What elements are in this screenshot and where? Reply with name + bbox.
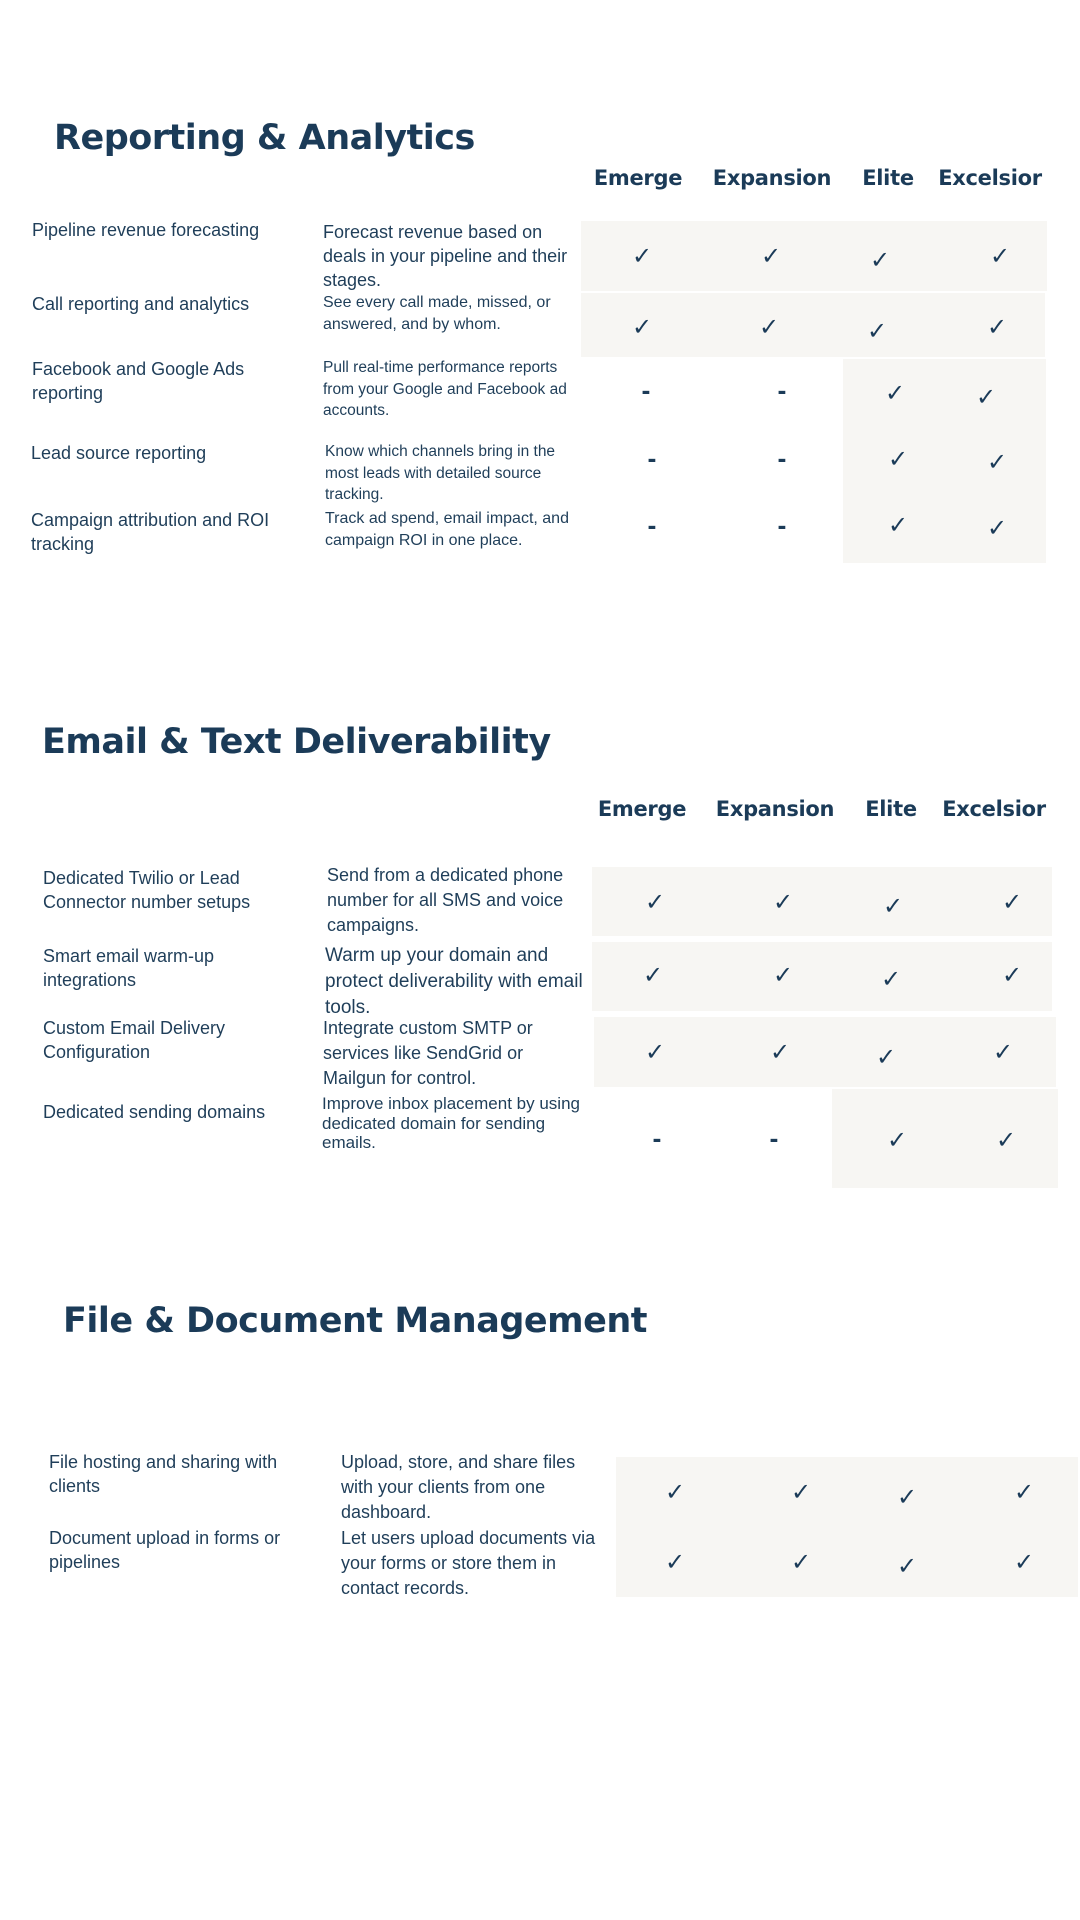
check-mark: ✓ — [882, 892, 904, 920]
feature-label: Document upload in forms or pipelines — [49, 1528, 281, 1572]
feature-description: Pull real-time performance reports from your Google and Facebook ad accounts. — [323, 359, 567, 419]
dash-mark: - — [777, 380, 787, 405]
feature-label: Campaign attribution and ROI tracking — [31, 510, 270, 554]
check-mark: ✓ — [989, 242, 1011, 270]
rows-shade — [616, 1457, 1078, 1597]
check-mark: ✓ — [986, 448, 1008, 476]
check-mark: ✓ — [758, 313, 780, 341]
feature-description: Send from a dedicated phone number for all SMS and voice campaigns. — [327, 865, 564, 935]
feature-description: Track ad spend, email impact, and campaign ROI in one place. — [325, 510, 569, 549]
check-mark: ✓ — [986, 313, 1008, 341]
check-mark: ✓ — [887, 511, 909, 539]
column-header-emerge: Emerge — [593, 166, 683, 190]
dash-mark: - — [777, 515, 787, 540]
section-title-deliverability: Email & Text Deliverability — [42, 722, 551, 762]
check-mark: ✓ — [790, 1548, 812, 1576]
tier-shade — [843, 359, 1046, 563]
feature-description: Forecast revenue based on deals in your pipeline and their stages. — [323, 222, 568, 290]
check-mark: ✓ — [644, 888, 666, 916]
dash-mark: - — [641, 380, 651, 405]
check-mark: ✓ — [664, 1478, 686, 1506]
column-header-elite: Elite — [865, 797, 917, 821]
column-header-excelsior: Excelsior — [942, 797, 1046, 821]
check-mark: ✓ — [772, 961, 794, 989]
feature-description: Integrate custom SMTP or services like SendGrid or Mailgun for control. — [323, 1018, 533, 1088]
section-title-files: File & Document Management — [63, 1301, 647, 1341]
check-mark: ✓ — [995, 1126, 1017, 1154]
check-mark: ✓ — [664, 1548, 686, 1576]
check-mark: ✓ — [880, 965, 902, 993]
check-mark: ✓ — [644, 1038, 666, 1066]
check-mark: ✓ — [884, 379, 906, 407]
feature-label: Dedicated Twilio or Lead Connector number setups — [43, 868, 251, 912]
check-mark: ✓ — [887, 445, 909, 473]
feature-label: Smart email warm-up integrations — [43, 946, 215, 990]
check-mark: ✓ — [772, 888, 794, 916]
feature-label: Pipeline revenue forecasting — [32, 220, 260, 240]
column-header-emerge: Emerge — [597, 797, 687, 821]
check-mark: ✓ — [790, 1478, 812, 1506]
feature-description: See every call made, missed, or answered, and by whom. — [323, 294, 551, 333]
check-mark: ✓ — [896, 1483, 918, 1511]
check-mark: ✓ — [975, 383, 997, 411]
check-mark: ✓ — [896, 1552, 918, 1580]
check-mark: ✓ — [986, 514, 1008, 542]
check-mark: ✓ — [642, 961, 664, 989]
dash-mark: - — [647, 515, 657, 540]
check-mark: ✓ — [866, 317, 888, 345]
feature-label: Call reporting and analytics — [32, 294, 250, 314]
feature-label: Facebook and Google Ads reporting — [32, 359, 245, 403]
feature-description: Upload, store, and share files with your clients from one dashboard. — [341, 1452, 576, 1522]
check-mark: ✓ — [1013, 1478, 1035, 1506]
dash-mark: - — [652, 1128, 662, 1153]
check-mark: ✓ — [992, 1038, 1014, 1066]
feature-label: Lead source reporting — [31, 443, 207, 463]
check-mark: ✓ — [1013, 1548, 1035, 1576]
column-header-elite: Elite — [862, 166, 914, 190]
dash-mark: - — [647, 448, 657, 473]
feature-label: Custom Email Delivery Configuration — [43, 1018, 226, 1062]
check-mark: ✓ — [769, 1038, 791, 1066]
column-header-expansion: Expansion — [712, 166, 832, 190]
dash-mark: - — [777, 448, 787, 473]
feature-label: Dedicated sending domains — [43, 1102, 266, 1122]
tier-shade — [832, 1089, 1058, 1188]
feature-label: File hosting and sharing with clients — [49, 1452, 278, 1496]
check-mark: ✓ — [631, 242, 653, 270]
feature-description: Warm up your domain and protect deliverability with email tools. — [325, 945, 583, 1018]
column-header-excelsior: Excelsior — [938, 166, 1042, 190]
dash-mark: - — [769, 1128, 779, 1153]
check-mark: ✓ — [1001, 888, 1023, 916]
feature-description: Let users upload documents via your forms or store them in contact records. — [341, 1528, 596, 1598]
check-mark: ✓ — [1001, 961, 1023, 989]
check-mark: ✓ — [869, 246, 891, 274]
check-mark: ✓ — [631, 313, 653, 341]
check-mark: ✓ — [886, 1126, 908, 1154]
check-mark: ✓ — [875, 1043, 897, 1071]
column-header-expansion: Expansion — [715, 797, 835, 821]
feature-description: Know which channels bring in the most leads with detailed source tracking. — [325, 443, 556, 503]
check-mark: ✓ — [760, 242, 782, 270]
section-title-reporting: Reporting & Analytics — [54, 118, 475, 158]
feature-description: Improve inbox placement by using dedicated domain for sending emails. — [322, 1094, 580, 1152]
